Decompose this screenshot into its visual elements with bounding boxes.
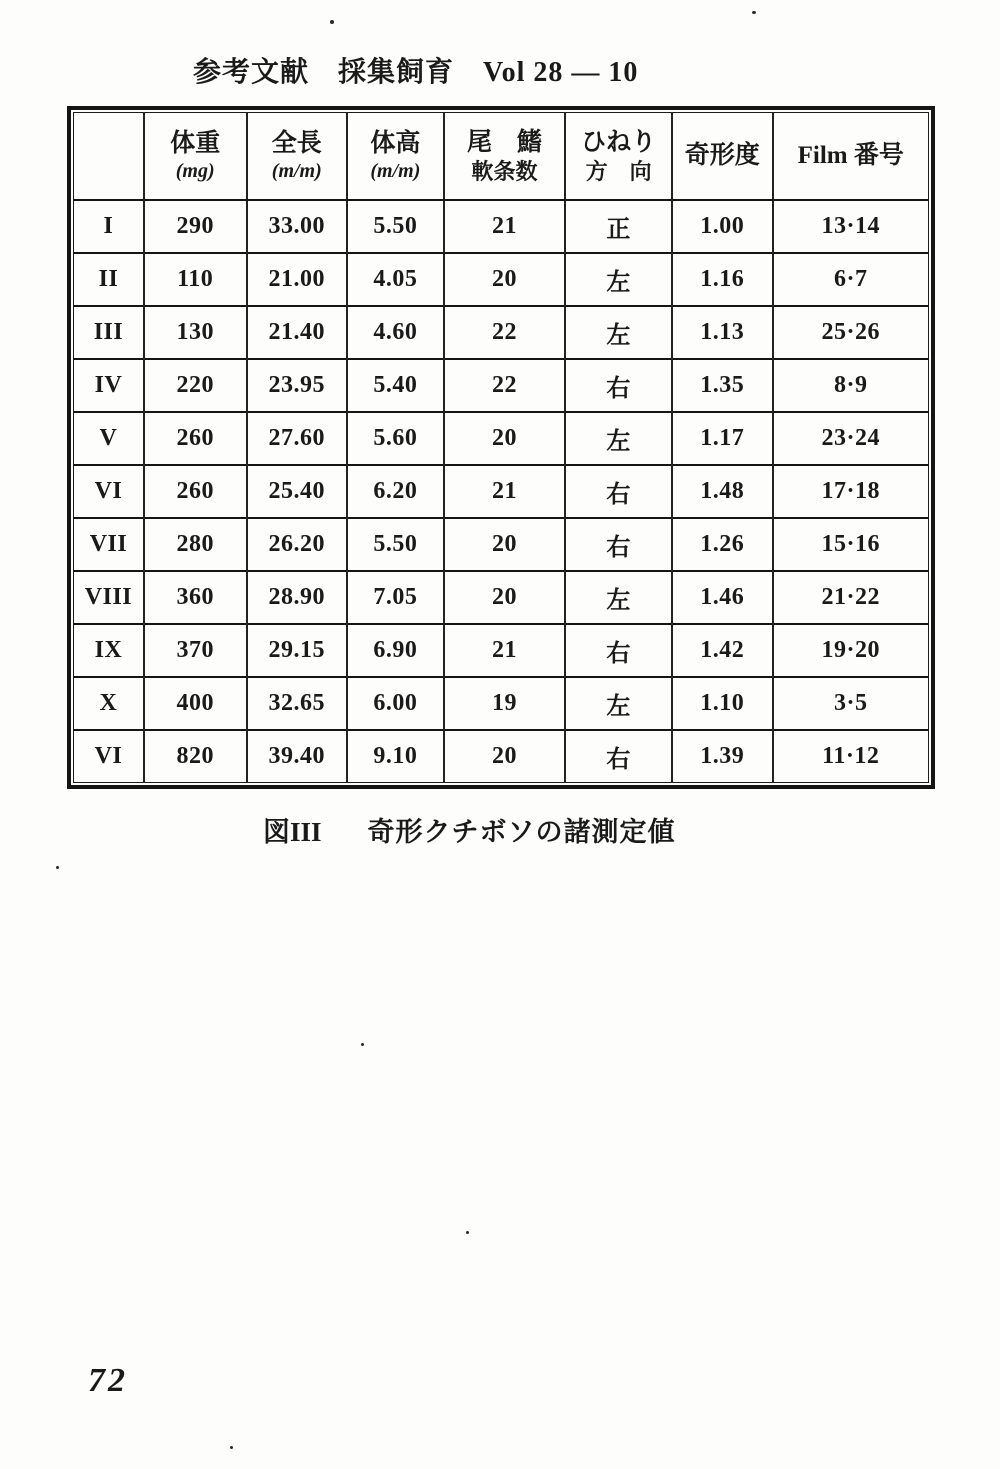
- scan-speck: [330, 20, 334, 24]
- header-total-length-label: 全長: [271, 129, 322, 157]
- cell-deformity: 1.17: [672, 412, 773, 465]
- cell-weight: 110: [144, 253, 247, 306]
- header-body-height-unit: (m/m): [370, 160, 421, 183]
- header-body-height: [347, 113, 444, 201]
- table-row: [74, 359, 929, 412]
- cell-rays: 20: [444, 571, 566, 624]
- cell-deformity: 1.42: [672, 624, 773, 677]
- cell-id: VI: [74, 730, 144, 783]
- cell-height: 4.60: [347, 306, 444, 359]
- cell-id: VI: [74, 465, 144, 518]
- figure-caption-label: 図III: [263, 817, 322, 847]
- cell-weight: 130: [144, 306, 247, 359]
- cell-twist: 正: [565, 200, 672, 253]
- table-header: [74, 113, 929, 201]
- cell-rays: 20: [444, 412, 566, 465]
- cell-twist: 右: [565, 624, 672, 677]
- scan-speck: [466, 1231, 469, 1234]
- document-title: 参考文献 採集飼育 Vol 28 — 10: [193, 57, 639, 88]
- cell-id: VII: [74, 518, 144, 571]
- cell-rays: 21: [444, 465, 566, 518]
- cell-rays: 20: [444, 518, 566, 571]
- cell-deformity: 1.46: [672, 571, 773, 624]
- cell-id: VIII: [74, 571, 144, 624]
- measurement-table: [73, 112, 929, 783]
- cell-deformity: 1.39: [672, 730, 773, 783]
- header-twist-label: ひねり: [581, 128, 657, 156]
- cell-id: II: [74, 253, 144, 306]
- cell-twist: 左: [565, 253, 672, 306]
- cell-length: 29.15: [247, 624, 348, 677]
- cell-rays: 19: [444, 677, 566, 730]
- cell-film: 19·20: [773, 624, 929, 677]
- header-weight-label: 体重: [170, 129, 221, 157]
- scan-speck: [752, 11, 756, 14]
- cell-twist: 右: [565, 518, 672, 571]
- cell-length: 21.40: [247, 306, 348, 359]
- cell-film: 25·26: [773, 306, 929, 359]
- cell-id: V: [74, 412, 144, 465]
- cell-height: 6.90: [347, 624, 444, 677]
- cell-length: 23.95: [247, 359, 348, 412]
- table-row: [74, 624, 929, 677]
- cell-weight: 820: [144, 730, 247, 783]
- header-weight-unit: (mg): [175, 160, 215, 183]
- header-deformity-degree: [672, 113, 773, 201]
- cell-deformity: 1.35: [672, 359, 773, 412]
- cell-rays: 20: [444, 730, 566, 783]
- header-total-length-unit: (m/m): [271, 160, 322, 183]
- header-direction-label: 方 向: [585, 158, 652, 184]
- cell-twist: 左: [565, 412, 672, 465]
- cell-id: IX: [74, 624, 144, 677]
- table-body: [74, 200, 929, 783]
- cell-id: X: [74, 677, 144, 730]
- header-film-label: Film 番号: [797, 142, 904, 170]
- cell-weight: 400: [144, 677, 247, 730]
- table-row: [74, 730, 929, 783]
- cell-rays: 21: [444, 624, 566, 677]
- scan-speck: [230, 1446, 233, 1449]
- cell-twist: 左: [565, 571, 672, 624]
- cell-twist: 右: [565, 730, 672, 783]
- header-caudal-fin-rays: [444, 113, 566, 201]
- cell-length: 26.20: [247, 518, 348, 571]
- table-row: [74, 677, 929, 730]
- cell-height: 9.10: [347, 730, 444, 783]
- cell-length: 39.40: [247, 730, 348, 783]
- table-row: [74, 465, 929, 518]
- cell-rays: 20: [444, 253, 566, 306]
- cell-weight: 260: [144, 412, 247, 465]
- cell-weight: 290: [144, 200, 247, 253]
- cell-twist: 右: [565, 465, 672, 518]
- table-header-row: [74, 113, 929, 201]
- cell-length: 32.65: [247, 677, 348, 730]
- scan-speck: [56, 866, 59, 869]
- table-row: [74, 518, 929, 571]
- header-total-length: [247, 113, 348, 201]
- header-body-height-label: 体高: [370, 129, 421, 157]
- cell-twist: 右: [565, 359, 672, 412]
- cell-deformity: 1.48: [672, 465, 773, 518]
- cell-rays: 22: [444, 359, 566, 412]
- figure-caption: [263, 810, 676, 849]
- cell-id: III: [74, 306, 144, 359]
- cell-height: 5.50: [347, 518, 444, 571]
- cell-height: 7.05: [347, 571, 444, 624]
- cell-length: 21.00: [247, 253, 348, 306]
- cell-film: 17·18: [773, 465, 929, 518]
- cell-film: 8·9: [773, 359, 929, 412]
- scan-speck: [361, 1043, 364, 1046]
- cell-film: 23·24: [773, 412, 929, 465]
- cell-twist: 左: [565, 677, 672, 730]
- cell-film: 13·14: [773, 200, 929, 253]
- cell-id: I: [103, 213, 114, 239]
- cell-rays: 22: [444, 306, 566, 359]
- cell-film: 15·16: [773, 518, 929, 571]
- header-film-number: [773, 113, 929, 201]
- cell-weight: 280: [144, 518, 247, 571]
- cell-weight: 360: [144, 571, 247, 624]
- table-row: [74, 200, 929, 253]
- page-number: 72: [88, 1362, 128, 1399]
- cell-twist: 左: [565, 306, 672, 359]
- cell-length: 25.40: [247, 465, 348, 518]
- cell-height: 5.50: [347, 200, 444, 253]
- cell-film: 3·5: [773, 677, 929, 730]
- table-row: [74, 306, 929, 359]
- cell-length: 27.60: [247, 412, 348, 465]
- cell-length: 28.90: [247, 571, 348, 624]
- cell-deformity: 1.00: [672, 200, 773, 253]
- table-row: [74, 253, 929, 306]
- table-row: [74, 571, 929, 624]
- header-soft-rays-label: 軟条数: [471, 158, 538, 184]
- cell-rays: 21: [444, 200, 566, 253]
- figure-caption-text: 奇形クチボソの諸測定値: [367, 817, 676, 847]
- header-twist-direction: [565, 113, 672, 201]
- cell-deformity: 1.26: [672, 518, 773, 571]
- cell-film: 11·12: [773, 730, 929, 783]
- header-deformity-label: 奇形度: [684, 142, 760, 170]
- cell-weight: 260: [144, 465, 247, 518]
- cell-length: 33.00: [247, 200, 348, 253]
- header-weight: [144, 113, 247, 201]
- cell-id: IV: [74, 359, 144, 412]
- header-caudal-fin-label: 尾 鰭: [466, 128, 542, 156]
- cell-deformity: 1.13: [672, 306, 773, 359]
- cell-film: 6·7: [773, 253, 929, 306]
- cell-weight: 370: [144, 624, 247, 677]
- cell-film: 21·22: [773, 571, 929, 624]
- header-specimen: [74, 113, 144, 201]
- cell-weight: 220: [144, 359, 247, 412]
- cell-height: 6.20: [347, 465, 444, 518]
- table-row: [74, 412, 929, 465]
- cell-height: 6.00: [347, 677, 444, 730]
- cell-deformity: 1.16: [672, 253, 773, 306]
- cell-deformity: 1.10: [672, 677, 773, 730]
- cell-height: 5.60: [347, 412, 444, 465]
- cell-height: 4.05: [347, 253, 444, 306]
- cell-height: 5.40: [347, 359, 444, 412]
